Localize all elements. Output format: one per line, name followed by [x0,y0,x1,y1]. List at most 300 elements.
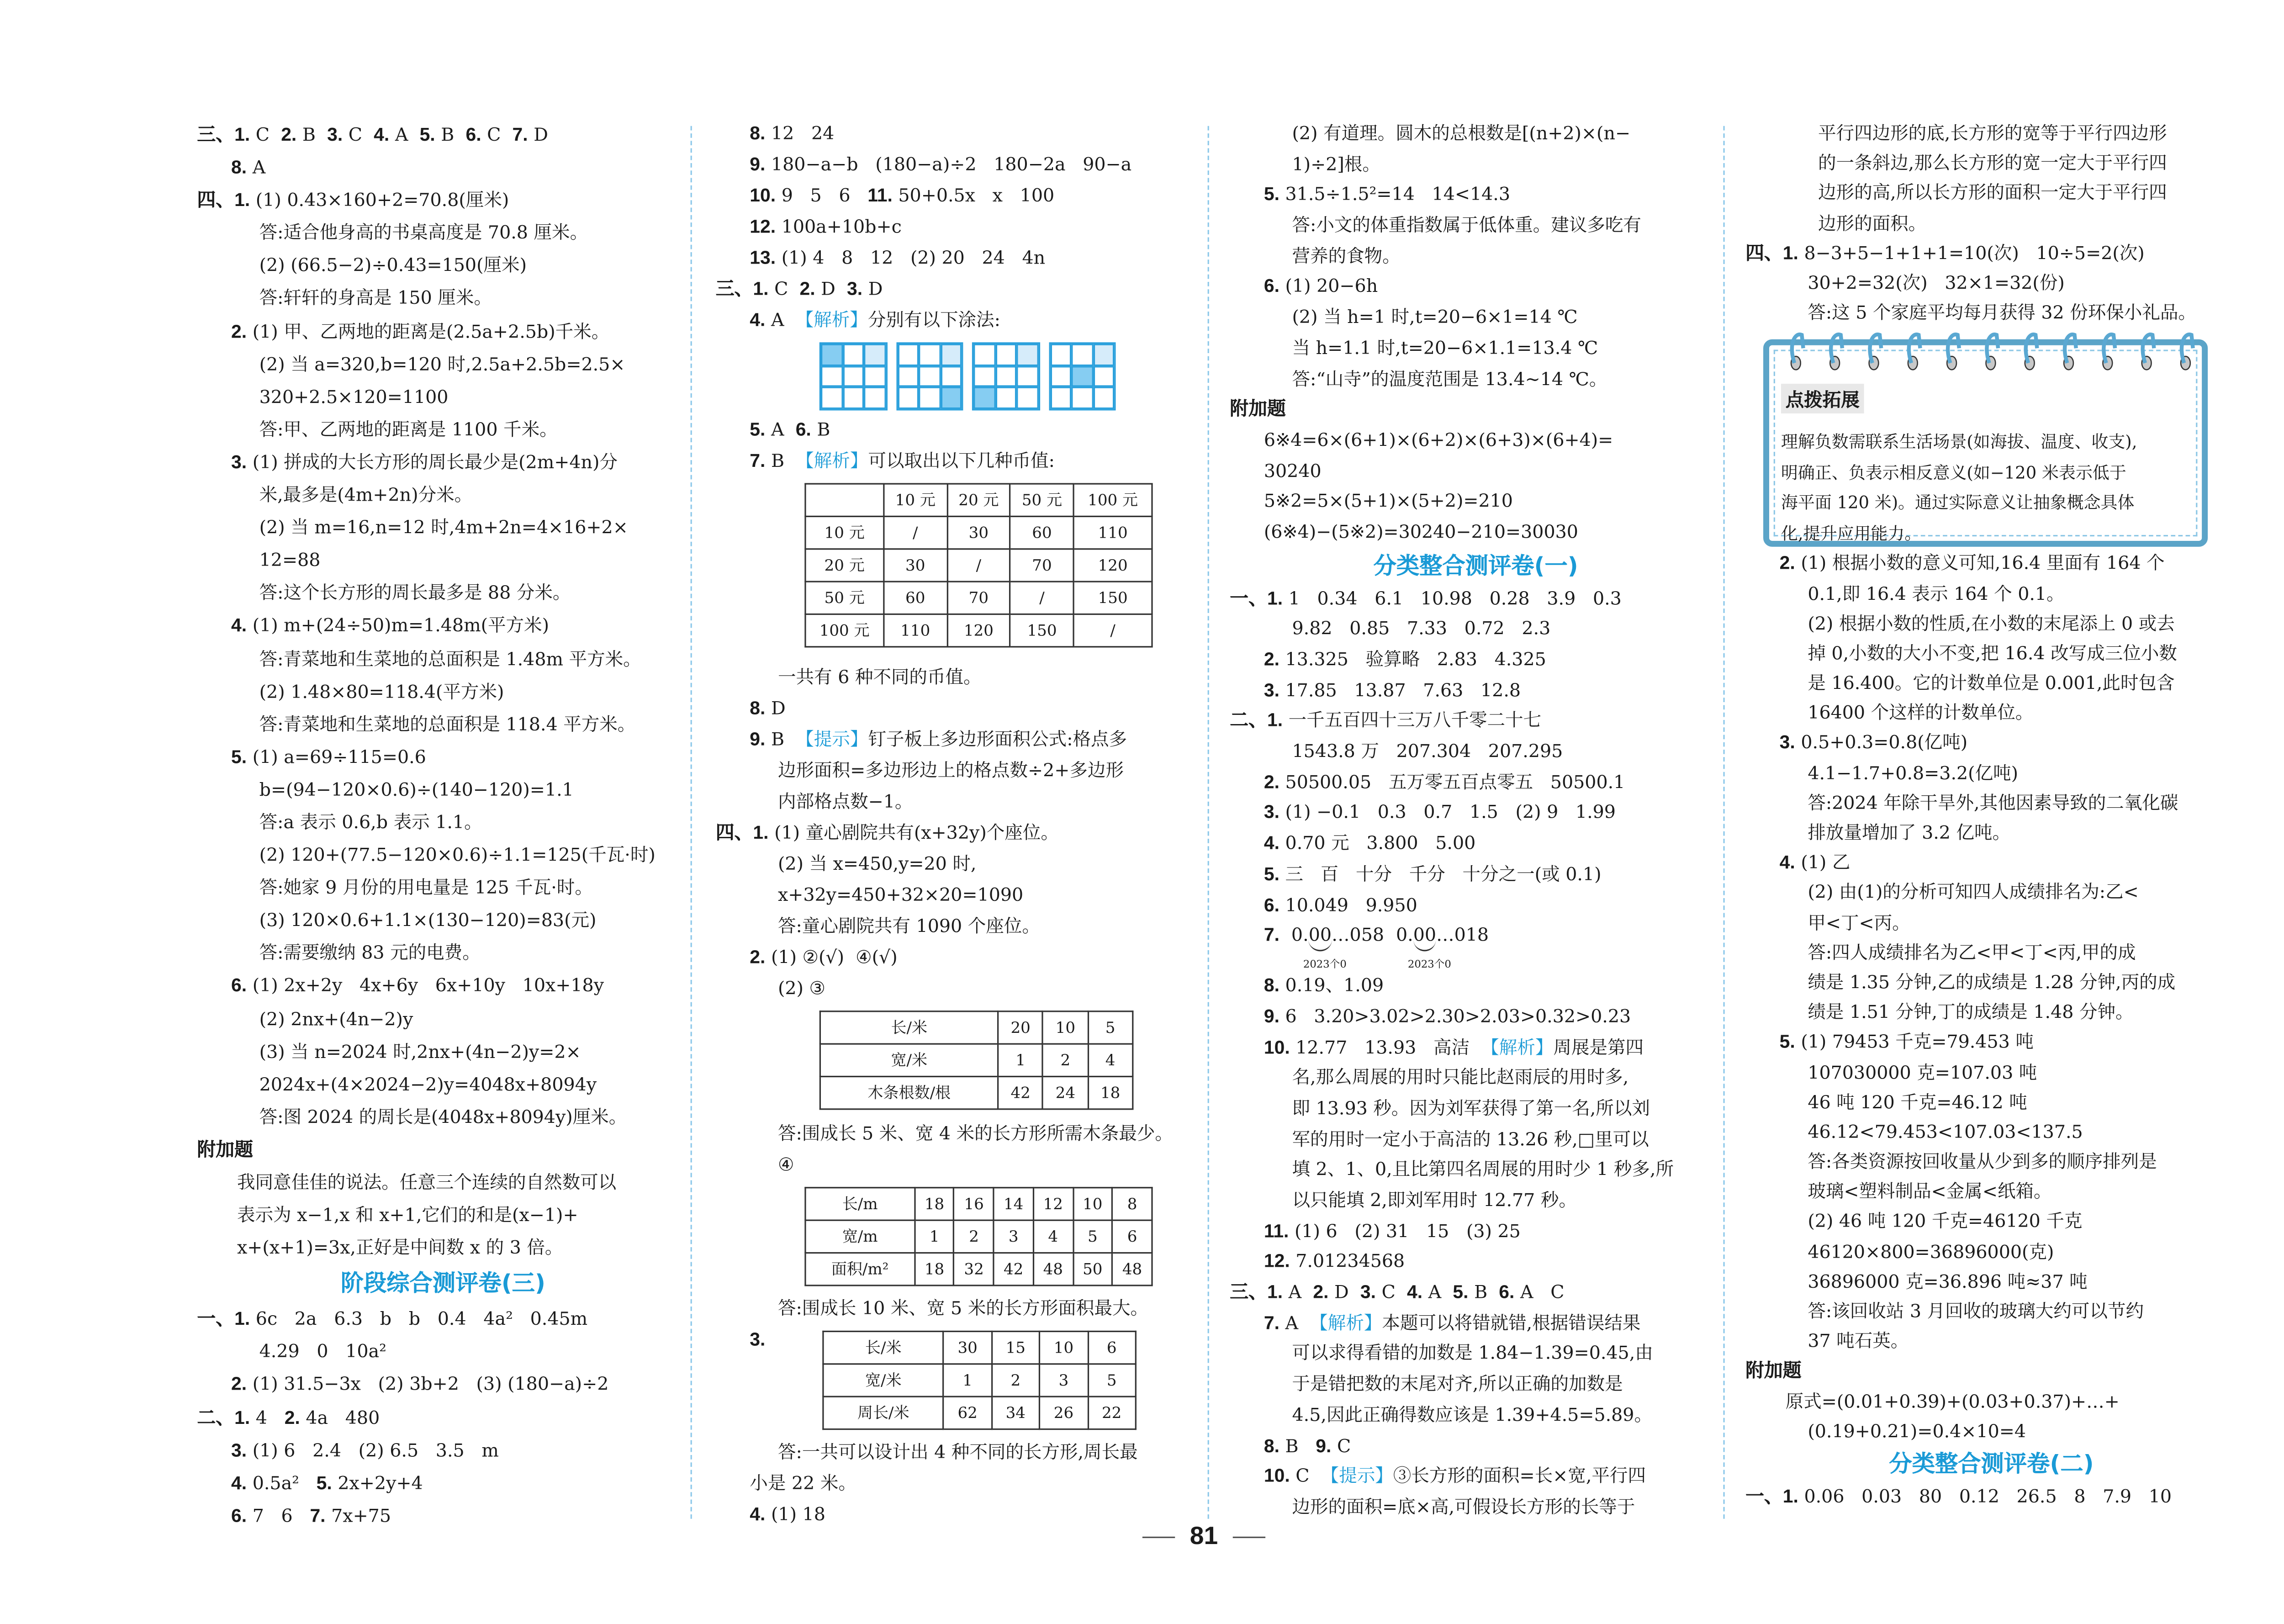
answer-text: 4.5,因此正确得数应该是 1.39+4.5=5.89。 [1292,1404,1653,1425]
answer-line [197,741,689,773]
table-cell: 10 元 [805,516,884,549]
table-cell: 周长/米 [823,1397,944,1429]
grid-cell [842,344,864,365]
table-cell: / [947,549,1010,582]
table-cell: / [883,516,947,549]
answer-text: A C [1514,1282,1565,1303]
table-cell: 18 [915,1188,954,1220]
answer-line [1230,1094,1722,1124]
question-number: 8. [231,157,247,178]
answer-text: 10.049 9.950 [1279,894,1417,915]
question-number: 4. [1779,852,1795,873]
question-number: 10. [1264,1037,1290,1058]
answer-text: (2) 根据小数的性质,在小数的末尾添上 0 或去 [1808,613,2175,634]
answer-text: 名,那么周展的用时只能比赵雨辰的用时多, [1292,1067,1629,1088]
answer-line [716,880,1208,911]
answer-line [1230,517,1722,548]
answer-text: B [765,450,796,471]
question-number: 二、1. [197,1407,250,1428]
table-cell: 宽/m [805,1220,915,1253]
answer-text: C [250,124,281,145]
answer-line [1745,148,2237,178]
hint-tag: 【提示】 [796,729,868,750]
grid-cell [1093,344,1114,365]
column-4 [1745,118,2237,1511]
shading-grid [1048,342,1116,410]
table-cell: 木条根数/根 [820,1077,998,1109]
answer-line [716,305,1208,336]
question-number: 4. [231,1472,247,1493]
answer-line [197,904,689,937]
answer-line [716,181,1208,212]
answer-text: 周展是第四 [1553,1037,1644,1058]
answer-text: (1) −0.1 0.3 0.7 1.5 (2) 9 1.99 [1279,802,1616,823]
answer-line [1230,1216,1722,1247]
table-cell: 16 [954,1188,994,1220]
question-number: 9. [750,154,766,175]
question-number: 2. [799,278,815,300]
question-number: 一、1. [1745,1486,1798,1507]
answer-text: 答:各类资源按回收量从少到多的顺序排列是 [1808,1151,2157,1172]
answer-text: 即 13.93 秒。因为刘军获得了第一名,所以刘 [1292,1098,1650,1119]
question-number: 12. [1264,1251,1290,1272]
hint-tag: 【解析】 [1481,1037,1554,1058]
answer-text: 46 吨 120 千克=46.12 吨 [1808,1091,2027,1113]
answer-line [716,662,1208,693]
grid-cell [1050,365,1071,387]
answer-text: 答:a 表示 0.6,b 表示 1.1。 [259,812,482,833]
table-cell: 面积/m² [805,1253,915,1285]
answer-line [197,1199,689,1232]
answer-text: 107030000 克=107.03 吨 [1808,1062,2037,1083]
answer-text: (1) a=69÷115=0.6 [247,746,426,767]
table-row [823,1331,1136,1364]
answer-line [1230,1308,1722,1338]
answer-text: 当 h=1.1 时,t=20−6×1.1=13.4 ℃ [1292,337,1598,359]
answer-line [1230,1277,1722,1308]
answer-text: (2) (66.5−2)÷0.43=150(厘米) [259,255,527,276]
answer-text: A [1279,1312,1310,1333]
grid-cell [995,344,1016,365]
question-number: 三、1. [715,278,769,300]
answer-text: C [1290,1465,1321,1487]
answer-line [197,446,689,479]
answer-line [1745,848,2237,878]
answer-line [1745,1057,2237,1087]
answer-text: 本题可以将错就错,根据错误结果 [1382,1312,1641,1333]
table-row [805,484,1152,516]
answer-text: 12 24 [765,123,835,144]
answer-line [1745,1177,2237,1206]
table-cell: 110 [883,614,947,647]
question-number: 4. [750,309,766,331]
answer-line [1745,549,2237,578]
answer-text: ③长方形的面积=长×宽,平行四 [1393,1465,1646,1487]
answer-line [1745,668,2237,698]
table-cell: 5 [1088,1364,1136,1397]
table-row [805,614,1152,647]
answer-line [1230,1032,1722,1063]
table-row [823,1364,1136,1397]
table-cell: 12 [1033,1188,1073,1220]
question-number: 2. [284,1407,300,1428]
answer-text: 100a+10b+c [776,216,902,237]
answer-text: (6※4)−(5※2)=30240−210=30030 [1264,521,1578,542]
answer-line [197,1166,689,1199]
question-number: 四、1. [1745,243,1798,264]
answer-line [716,274,1208,305]
table-cell: 2 [992,1364,1040,1397]
answer-line [716,911,1208,942]
table-cell: 宽/米 [823,1364,944,1397]
answer-line [197,806,689,839]
answer-text: 分别有以下涂法: [867,309,1000,331]
table-cell: 150 [1073,582,1152,614]
answer-line [1230,1400,1722,1431]
table-row [820,1044,1132,1076]
table-row [805,516,1152,549]
answer-text: 原式=(0.01+0.39)+(0.03+0.37)+…+ [1785,1391,2120,1412]
table-cell: 长/m [805,1188,915,1220]
column-2 [716,118,1208,1530]
answer-text: 320+2.5×120=1100 [259,386,449,407]
answer-line [716,973,1208,1005]
table-cell: 1 [998,1044,1043,1076]
answer-line [1745,728,2237,758]
answer-text: 绩是 1.51 分钟,丁的成绩是 1.48 分钟。 [1808,1002,2134,1023]
answer-text: 9.82 0.85 7.33 0.72 2.3 [1292,618,1551,640]
answer-line [1745,1237,2237,1266]
dash-right [1233,1537,1265,1538]
answer-text: B [296,124,328,145]
answer-line [1230,1001,1722,1032]
answer-line [197,1303,689,1336]
table-block [716,1325,1208,1438]
shading-grids [716,336,1208,415]
table-cell: 22 [1088,1397,1136,1429]
grid-cell [1050,387,1071,408]
page-number [0,1522,2284,1551]
answer-text: (3) 120×0.6+1.1×(130−120)=83(元) [259,910,597,931]
grid-cell [1071,344,1093,365]
question-number: 2. [1779,553,1795,574]
answer-text: A [247,157,266,178]
answer-text: 0.70 元 3.800 5.00 [1279,833,1476,854]
answer-text: (1) 79453 千克=79.453 吨 [1795,1032,2034,1053]
table-cell: 2 [1043,1044,1088,1076]
data-table [804,483,1153,647]
answer-text: (2) 当 h=1 时,t=20−6×1=14 ℃ [1292,307,1578,328]
answer-text: (1) 0.43×160+2=70.8(厘米) [250,190,509,211]
brace-answer [1230,920,1722,971]
answer-text: 可以取出以下几种币值: [868,450,1055,471]
answer-text: 边形面积=多边形边上的格点数÷2+多边形 [777,760,1124,781]
question-number: 7. [310,1505,326,1526]
answer-line [1230,487,1722,517]
table-cell [805,484,884,516]
question-number: 5. [750,419,766,440]
answer-line [197,708,689,741]
answer-line [197,348,689,381]
answer-text: D [765,698,786,719]
question-number: 3. [1360,1282,1376,1303]
answer-text: 4.29 0 10a² [259,1341,386,1363]
dash-left [1142,1537,1175,1538]
answer-line [716,415,1208,446]
answer-text: 0.06 0.03 80 0.12 26.5 8 7.9 10 [1798,1486,2172,1507]
answer-line [1745,1296,2237,1326]
table-cell: 34 [992,1397,1040,1429]
answer-text: 7.01234568 [1290,1251,1405,1272]
answer-line [716,243,1208,274]
question-number: 6. [1264,276,1279,297]
answer-text: 边形的面积=底×高,可假设长方形的长等于 [1292,1496,1635,1518]
table-block [716,1005,1208,1119]
answer-text: D [862,278,883,300]
question-number: 2. [1264,772,1279,793]
answer-line [197,1336,689,1369]
answer-line [1745,698,2237,728]
answer-line [1230,1063,1722,1094]
answer-line [197,282,689,315]
question-number: 3. [327,124,343,145]
answer-text: B [435,124,466,145]
answer-line [1745,997,2237,1027]
answer-text: 答:“山寺”的温度范围是 13.4~14 ℃。 [1292,368,1607,389]
question-number: 三、1. [1230,1282,1283,1303]
answer-line [197,184,689,217]
table-block [716,1181,1208,1294]
question-number: 6. [231,1505,247,1526]
table-cell: 42 [998,1077,1043,1109]
column-divider [691,126,692,1519]
answer-line [197,839,689,872]
question-number: 7. [1264,925,1279,946]
question-number: 8. [750,698,766,719]
answer-text: 12.77 13.93 高洁 [1290,1037,1481,1058]
answer-text: 平行四边形的底,长方形的宽等于平行四边形 [1818,123,2167,144]
answer-line [1745,968,2237,997]
table-cell: 2 [954,1220,994,1253]
question-number: 一、1. [197,1309,250,1330]
answer-text: 我同意佳佳的说法。任意三个连续的自然数可以 [237,1172,617,1193]
brace-pre: 0. [1291,925,1309,946]
answer-text: B [1468,1282,1499,1303]
answer-text: C [768,278,800,300]
table-cell: 100 元 [1073,484,1152,516]
answer-text: (1) 甲、乙两地的距离是(2.5a+2.5b)千米。 [247,321,610,342]
brace-pre: 0. [1396,925,1413,946]
answer-line [1745,818,2237,848]
question-number: 一、1. [1230,587,1283,608]
brace-line [1264,920,1489,971]
table-cell: 4 [1088,1044,1132,1076]
answer-text: (1) 童心剧院共有(x+32y)个座位。 [768,822,1059,843]
answer-text: D [1328,1282,1360,1303]
answer-line [1745,1147,2237,1177]
column-3 [1230,118,1722,1523]
answer-line [1745,1087,2237,1117]
answer-line [1230,890,1722,920]
answer-line [1745,178,2237,208]
answer-line [716,756,1208,787]
answer-text: 钉子板上多边形面积公式:格点多 [868,729,1127,750]
table-cell: 120 [947,614,1010,647]
table-cell: 5 [1073,1220,1113,1253]
grid-cell [821,365,842,387]
answer-text: A [1283,1282,1313,1303]
answer-text: 6 3.20>3.02>2.30>2.03>0.32>0.23 [1279,1006,1631,1027]
shading-grid [819,342,887,410]
answer-line [1230,1185,1722,1216]
answer-text: C [1331,1435,1351,1456]
answer-text: 边形的面积。 [1818,212,1927,234]
answer-text: D [815,278,847,300]
question-number: 11. [1264,1220,1289,1242]
table-cell: 1 [915,1220,954,1253]
answer-text: 小是 22 米。 [750,1473,856,1494]
answer-line [1230,583,1722,614]
question-number: 4. [231,615,247,636]
answer-line [716,725,1208,756]
answer-line [1745,1386,2237,1416]
answer-line [716,118,1208,149]
answer-text: 30240 [1264,460,1322,481]
answer-line [1230,211,1722,241]
answer-line [1745,608,2237,638]
answer-text: 180−a−b (180−a)÷2 180−2a 90−a [765,154,1132,175]
answer-line [716,446,1208,477]
question-number: 5. [1264,863,1279,884]
question-number: 3. [1264,679,1279,701]
question-number: 5. [1264,184,1279,205]
question-number: 2. [281,124,297,145]
question-number: 3. [1779,732,1795,754]
answer-line [716,1437,1208,1468]
table-cell: 60 [883,582,947,614]
question-number: 3. [231,452,247,473]
table-cell: 15 [992,1331,1040,1364]
answer-line [1230,456,1722,487]
column-divider [1723,126,1724,1519]
answer-text: 答:四人成绩排名为乙<甲<丁<丙,甲的成 [1808,942,2136,963]
table-cell: 150 [1010,614,1074,647]
answer-text: 1543.8 万 207.304 207.295 [1292,741,1563,762]
grid-cell [897,387,919,408]
table-row [805,1188,1152,1220]
answer-line [1230,180,1722,211]
question-number: 11. [867,185,893,206]
answer-line [197,872,689,905]
answer-line [197,249,689,282]
grid-cell [864,344,885,365]
answer-line [716,1469,1208,1500]
answer-text: 答:她家 9 月份的用电量是 125 千瓦·时。 [259,877,593,899]
table-cell: 48 [1112,1253,1152,1285]
question-number: 7. [512,124,528,145]
answer-text: 46.12<79.453<107.03<137.5 [1808,1121,2083,1143]
grid-cell [897,344,919,365]
answer-text: (2) 1.48×80=118.4(平方米) [259,681,504,702]
section-title: 阶段综合测评卷(三) [340,1270,545,1297]
grid-cell [1016,387,1038,408]
answer-line [716,1294,1208,1325]
answer-line [1230,1338,1722,1369]
table-cell: 18 [1088,1077,1132,1109]
question-number: 6. [231,975,247,997]
answer-text: 6c 2a 6.3 b b 0.4 4a² 0.45m [250,1309,588,1330]
table-cell: 3 [994,1220,1033,1253]
answer-line [197,609,689,642]
answer-line [197,315,689,348]
question-number: 13. [750,247,776,269]
answer-line [197,413,689,446]
answer-line [716,150,1208,181]
hint-tag: 【解析】 [796,450,868,471]
answer-text: 答:需要缴纳 83 元的电费。 [259,943,481,964]
answer-text: (2) ③ [777,978,825,999]
answer-line [197,642,689,675]
table-row [823,1397,1136,1429]
section-title: 分类整合测评卷(一) [1373,552,1578,579]
grid-cell [1016,365,1038,387]
answer-text: (2) 当 x=450,y=20 时, [777,853,977,874]
answer-text: ④ [777,1154,794,1175]
answer-text: 答:适合他身高的书桌高度是 70.8 厘米。 [259,222,588,243]
answer-line [197,773,689,806]
answer-text: 46120×800=36896000(克) [1808,1241,2054,1262]
answer-line [716,212,1208,243]
table-cell: 60 [1010,516,1074,549]
data-table [804,1187,1153,1286]
hint-tag: 【解析】 [795,309,868,331]
answer-text: (2) 当 m=16,n=12 时,4m+2n=4×16+2× [259,517,628,538]
answer-line [1230,1247,1722,1277]
answer-line [1230,829,1722,859]
answer-text: (1) ②(√) ④(√) [765,947,898,968]
grid-cell [1071,365,1093,387]
answer-line [1745,1117,2237,1147]
question-number: 12. [750,216,776,237]
answer-line [1230,118,1722,149]
answer-text: 7x+75 [325,1505,391,1526]
table-cell: 长/米 [820,1011,998,1044]
answer-text: 4 [250,1407,285,1428]
answer-text: 0.19、1.09 [1279,975,1384,996]
grid-cell [995,365,1016,387]
answer-line [716,1150,1208,1181]
grid-cell [821,344,842,365]
spiral-rings-icon [1787,331,2202,375]
answer-text: 米,最多是(4m+2n)分米。 [259,484,473,506]
answer-text: 8−3+5−1+1+1=10(次) 10÷5=2(次) [1798,243,2145,264]
answer-text: 答:2024 年除干旱外,其他因素导致的二氧化碳 [1808,792,2178,814]
grid-cell [1071,387,1093,408]
answer-line [716,1119,1208,1150]
brace-item [1396,920,1489,971]
table-cell: 26 [1040,1397,1088,1429]
answer-line [1230,1155,1722,1185]
answer-text: 9 5 6 [776,185,868,206]
answer-text: 一共有 6 种不同的币值。 [777,667,982,688]
grid-cell [1093,365,1114,387]
column-divider [1208,126,1209,1519]
question-number: 10. [750,185,776,206]
answer-line [1230,149,1722,180]
brace-item [1291,920,1385,971]
brace-note: 2023个0 [1407,959,1451,971]
answer-line [1230,241,1722,272]
